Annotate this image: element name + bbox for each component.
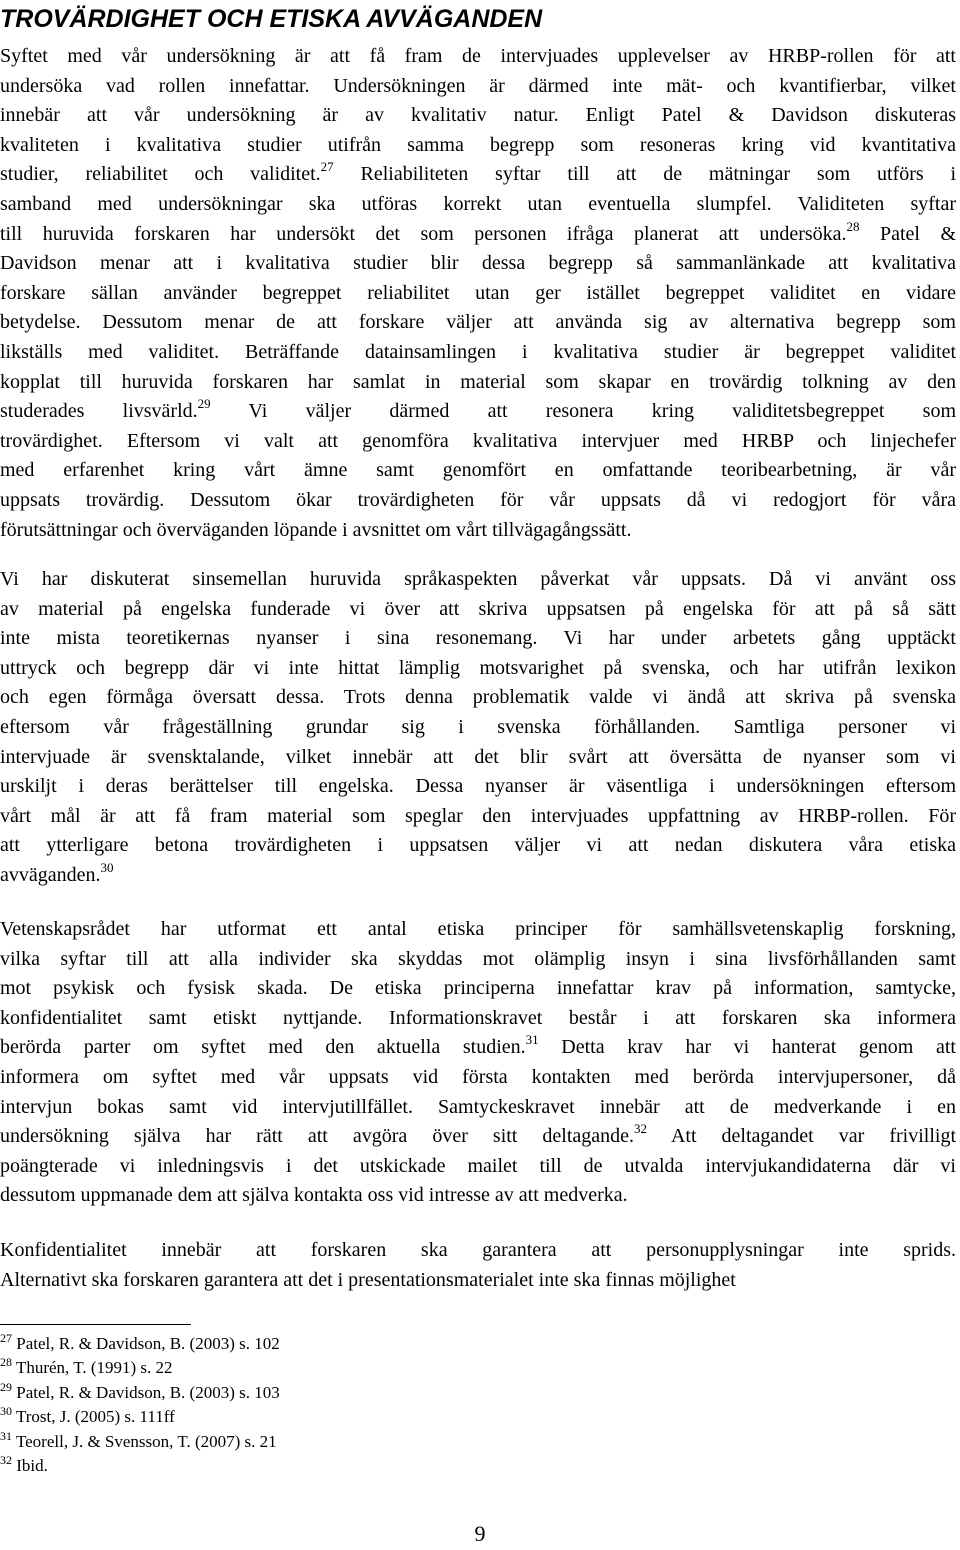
text-line xyxy=(0,974,956,1004)
footnote-reference: 28 xyxy=(846,218,860,234)
footnote-text: Thurén, T. (1991) s. 22 xyxy=(12,1358,173,1378)
text-run: med erfarenhet kring vårt ämne samt genomfört en omfattande teoribearbetning, är vår xyxy=(0,459,956,482)
footnote-reference: 31 xyxy=(525,1032,539,1048)
text-run: Detta krav har vi hanterat genom att xyxy=(538,1036,956,1059)
footnote-text: Ibid. xyxy=(12,1455,48,1475)
text-line xyxy=(0,624,956,654)
text-run: Vi väljer därmed att resonera kring validitetsbegreppet som xyxy=(210,400,956,423)
text-run: eftersom vår frågeställning grundar sig i svenska förhållanden. Samtliga personer vi xyxy=(0,715,956,738)
text-line xyxy=(0,1181,956,1211)
text-line xyxy=(0,945,956,975)
footnote-number: 31 xyxy=(0,1428,12,1443)
footnote-text: Teorell, J. & Svensson, T. (2007) s. 21 xyxy=(12,1431,277,1451)
footnote-item xyxy=(0,1405,280,1429)
footnote-text: Trost, J. (2005) s. 111ff xyxy=(12,1407,175,1427)
text-run: Davidson menar att i kvalitativa studier blir dessa begrepp så sammanlänkade att kvalitativa xyxy=(0,252,956,275)
footnote-reference: 29 xyxy=(197,396,211,412)
text-line xyxy=(0,279,956,309)
text-run: Alternativt ska forskaren garantera att det i presentationsmaterialet inte ska finnas möjlighet xyxy=(0,1268,736,1291)
paragraph-language xyxy=(0,565,956,891)
text-run: Att deltagandet var frivilligt xyxy=(647,1125,957,1148)
text-run: studier, reliabilitet och validitet. xyxy=(0,163,321,186)
text-run: intervjuade är svensktalande, vilket innebär att det blir svårt att översätta de nyanser som vi xyxy=(0,745,956,768)
text-run: vilka syftar till att alla individer ska skyddas mot olämplig insyn i sina livsförhållanden samt xyxy=(0,947,956,970)
text-line xyxy=(0,802,956,832)
footnote-item xyxy=(0,1332,280,1356)
text-run: innebär att vår undersökning är av kvalitativ natur. Enligt Patel & Davidson diskuteras xyxy=(0,104,956,127)
text-run: uppsats trovärdig. Dessutom ökar trovärdigheten för vår uppsats då vi redogjort för våra xyxy=(0,488,956,511)
text-line xyxy=(0,772,956,802)
text-run: att ytterligare betona trovärdigheten i uppsatsen väljer vi att nedan diskutera våra etiska xyxy=(0,834,956,857)
text-run: likställs med validitet. Beträffande datainsamlingen i kvalitativa studier är begreppet validitet xyxy=(0,340,956,363)
text-line xyxy=(0,1033,956,1063)
footnote-number: 30 xyxy=(0,1404,12,1419)
text-line xyxy=(0,427,956,457)
text-run: Vetenskapsrådet har utformat ett antal etiska principer för samhällsvetenskaplig forskning, xyxy=(0,918,956,940)
text-line xyxy=(0,101,956,131)
text-run: kopplat till huruvida forskaren har samlat in material som skapar en trovärdig tolkning av den xyxy=(0,370,956,393)
text-line xyxy=(0,397,956,427)
footnote-separator xyxy=(0,1324,191,1325)
text-run: mot psykisk och fysisk skada. De etiska principerna innefattar krav på information, samtycke, xyxy=(0,977,956,1000)
text-run: berörda parter om syftet med den aktuella studien. xyxy=(0,1036,526,1059)
text-run: avväganden. xyxy=(0,863,101,886)
text-line xyxy=(0,595,956,625)
text-run: Reliabiliteten syftar till att de mätningar som utförs i xyxy=(333,163,956,186)
footnote-text: Patel, R. & Davidson, B. (2003) s. 102 xyxy=(12,1334,280,1353)
text-line xyxy=(0,683,956,713)
text-line xyxy=(0,1004,956,1034)
text-run: intervjun bokas samt vid intervjutillfället. Samtyckeskravet innebär att de medverkande i en xyxy=(0,1095,956,1118)
text-line xyxy=(0,1236,956,1266)
text-run: Syftet med vår undersökning är att få fram de intervjuades upplevelser av HRBP-rollen för att xyxy=(0,45,956,67)
footnote-number: 32 xyxy=(0,1452,12,1467)
text-line xyxy=(0,1063,956,1093)
text-run: dessutom uppmanade dem att själva kontakta oss vid intresse av att medverka. xyxy=(0,1184,628,1207)
text-line xyxy=(0,713,956,743)
text-line xyxy=(0,338,956,368)
paragraph-confidentiality xyxy=(0,1236,956,1295)
text-run: undersöka vad rollen innefattar. Undersökningen är därmed inte mät- och kvantifierbar, vilket xyxy=(0,74,956,97)
paragraph-credibility xyxy=(0,42,956,545)
page-number: 9 xyxy=(474,1521,486,1546)
text-line xyxy=(0,456,956,486)
text-run: Konfidentialitet innebär att forskaren ska garantera att personupplysningar inte sprids. xyxy=(0,1239,956,1261)
footnote-number: 27 xyxy=(0,1331,12,1345)
text-line xyxy=(0,1266,956,1296)
text-line xyxy=(0,368,956,398)
paragraph-ethical-principles xyxy=(0,915,956,1211)
text-line xyxy=(0,654,956,684)
text-line xyxy=(0,861,956,891)
footnote-text: Patel, R. & Davidson, B. (2003) s. 103 xyxy=(12,1382,280,1402)
text-line xyxy=(0,743,956,773)
text-run: poängterade vi inledningsvis i det utskickade mailet till de utvalda intervjukandidaterna där vi xyxy=(0,1154,956,1177)
footnote-item xyxy=(0,1430,280,1454)
text-run: konfidentialitet samt etiskt nyttjande. Informationskravet består i att forskaren ska informera xyxy=(0,1006,956,1029)
text-run: urskiljt i deras berättelser till engelska. Dessa nyanser är väsentliga i undersökningen eftersom xyxy=(0,775,956,798)
section-heading: TROVÄRDIGHET OCH ETISKA AVVÄGANDEN xyxy=(0,5,543,33)
text-run: av material på engelska funderade vi över att skriva uppsatsen på engelska för att på så sätt xyxy=(0,597,956,620)
text-line xyxy=(0,249,956,279)
footnote-reference: 27 xyxy=(320,159,334,175)
text-line xyxy=(0,190,956,220)
text-run: Patel & xyxy=(859,222,957,245)
footnote-item xyxy=(0,1454,280,1478)
footnote-number: 29 xyxy=(0,1379,12,1394)
footnote-reference: 32 xyxy=(634,1121,648,1137)
text-run: förutsättningar och överväganden löpande i avsnittet om vårt tillvägagångssätt. xyxy=(0,518,632,541)
text-run: och egen förmåga översatt dessa. Trots denna problematik valde vi ändå att skriva på svenska xyxy=(0,686,956,709)
footnote-item xyxy=(0,1381,280,1405)
text-run: trovärdighet. Eftersom vi valt att genomföra kvalitativa intervjuer med HRBP och linjechefer xyxy=(0,429,956,452)
text-line xyxy=(0,42,956,72)
footnotes-list xyxy=(0,1332,280,1478)
text-line xyxy=(0,131,956,161)
footnote-reference: 30 xyxy=(100,859,114,875)
text-line xyxy=(0,831,956,861)
text-line xyxy=(0,1122,956,1152)
text-run: Vi har diskuterat sinsemellan huruvida språkaspekten påverkat vår uppsats. Då vi använt oss xyxy=(0,568,956,590)
text-line xyxy=(0,72,956,102)
text-line xyxy=(0,915,956,945)
text-line xyxy=(0,1152,956,1182)
footnote-item xyxy=(0,1356,280,1380)
text-line xyxy=(0,516,956,546)
text-run: forskare sällan använder begreppet reliabilitet utan ger istället begreppet validitet en vidare xyxy=(0,281,956,304)
text-line xyxy=(0,308,956,338)
text-run: samband med undersökningar ska utföras korrekt utan eventuella slumpfel. Validiteten syftar xyxy=(0,192,956,215)
text-line xyxy=(0,486,956,516)
text-line xyxy=(0,220,956,250)
text-run: studerades livsvärld. xyxy=(0,400,198,423)
text-run: vårt mål är att få fram material som speglar den intervjuades uppfattning av HRBP-rollen. För xyxy=(0,804,956,827)
text-run: kvaliteten i kvalitativa studier utifrån samma begrepp som resoneras kring vid kvantitativa xyxy=(0,133,956,156)
text-run: till huruvida forskaren har undersökt det som personen ifråga planerat att undersöka. xyxy=(0,222,847,245)
text-run: uttryck och begrepp där vi inte hittat lämplig motsvarighet på svenska, och har utifrån lexikon xyxy=(0,656,956,679)
text-line xyxy=(0,160,956,190)
footnote-number: 28 xyxy=(0,1355,12,1370)
text-run: betydelse. Dessutom menar de att forskare väljer att använda sig av alternativa begrepp som xyxy=(0,311,956,334)
text-line xyxy=(0,1093,956,1123)
text-run: informera om syftet med vår uppsats vid första kontakten med berörda intervjupersoner, då xyxy=(0,1065,956,1088)
text-run: undersökning själva har rätt att avgöra över sitt deltagande. xyxy=(0,1125,635,1148)
text-run: inte mista teoretikernas nyanser i sina resonemang. Vi har under arbetets gång upptäckt xyxy=(0,627,956,650)
text-line xyxy=(0,565,956,595)
